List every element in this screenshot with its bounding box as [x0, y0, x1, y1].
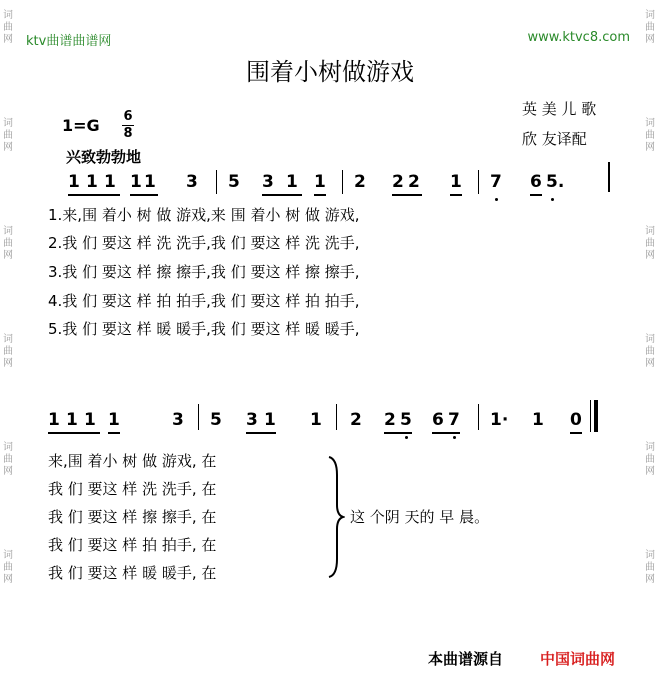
note: 1	[130, 172, 142, 192]
note: 7	[490, 172, 502, 192]
watermark-right-5: 词曲网	[645, 442, 655, 477]
note: 1	[86, 172, 98, 192]
row1-lyric-verse-5: 5.我 们 要这 样 暖 暖手,我 们 要这 样 暖 暖手,	[48, 320, 360, 338]
song-title: 围着小树做游戏	[246, 58, 414, 86]
note: 5	[400, 410, 412, 430]
note: 1	[264, 410, 276, 430]
header-left-site[interactable]: ktv曲谱曲谱网	[26, 34, 112, 49]
watermark-right-2: 词曲网	[645, 118, 655, 153]
row2-lyric-verse-2: 我 们 要这 样 洗 洗手, 在	[48, 480, 217, 498]
note: 1	[286, 172, 298, 192]
note: 1	[68, 172, 80, 192]
note: 0	[570, 410, 582, 430]
header-right-site[interactable]: www.ktvc8.com	[527, 30, 630, 45]
row2-lyric-verse-3: 我 们 要这 样 擦 擦手, 在	[48, 508, 217, 526]
note: 1	[310, 410, 322, 430]
note: 2	[384, 410, 396, 430]
row1-lyric-verse-3: 3.我 们 要这 样 擦 擦手,我 们 要这 样 擦 擦手,	[48, 263, 360, 281]
watermark-left-1: 词曲网	[3, 10, 13, 45]
note: 1	[108, 410, 120, 430]
watermark-right-1: 词曲网	[645, 10, 655, 45]
row1-lyric-verse-2: 2.我 们 要这 样 洗 洗手,我 们 要这 样 洗 洗手,	[48, 234, 360, 252]
footer-site-link[interactable]: 中国词曲网	[540, 650, 616, 668]
watermark-right-6: 词曲网	[645, 550, 655, 585]
watermark-left-3: 词曲网	[3, 226, 13, 261]
note: 2	[354, 172, 366, 192]
note: 1	[314, 172, 326, 192]
key-signature: 1=G	[62, 116, 100, 135]
credit-arranger: 欣 友译配	[522, 130, 587, 148]
note: 7	[448, 410, 460, 430]
note: 3	[172, 410, 184, 430]
watermark-left-4: 词曲网	[3, 334, 13, 369]
note: 1·	[490, 410, 509, 430]
row2-lyric-verse-5: 我 们 要这 样 暖 暖手, 在	[48, 564, 217, 582]
note: 3	[262, 172, 274, 192]
note: 6	[530, 172, 542, 192]
note: 2	[408, 172, 420, 192]
note: 1	[48, 410, 60, 430]
credit-origin: 英 美 儿 歌	[522, 100, 597, 118]
row2-lyric-verse-1: 来,围 着小 树 做 游戏, 在	[48, 452, 217, 470]
watermark-left-5: 词曲网	[3, 442, 13, 477]
time-numerator: 6	[123, 109, 133, 124]
note: 3	[186, 172, 198, 192]
row2-lyric-verse-4: 我 们 要这 样 拍 拍手, 在	[48, 536, 217, 554]
note: 5	[210, 410, 222, 430]
time-signature	[122, 110, 134, 141]
footer-source-label: 本曲谱源自	[428, 650, 504, 668]
watermark-left-2: 词曲网	[3, 118, 13, 153]
note: 1	[144, 172, 156, 192]
brace-icon	[325, 455, 345, 579]
watermark-right-3: 词曲网	[645, 226, 655, 261]
time-denominator: 8	[123, 126, 133, 141]
ending-lyric: 这 个阴 天的 早 晨。	[350, 508, 490, 526]
watermark-left-6: 词曲网	[3, 550, 13, 585]
note: 1	[84, 410, 96, 430]
note: 2	[350, 410, 362, 430]
note: 5.	[546, 172, 565, 192]
tempo-marking: 兴致勃勃地	[66, 148, 142, 166]
row1-lyric-verse-1: 1.来,围 着小 树 做 游戏,来 围 着小 树 做 游戏,	[48, 206, 360, 224]
note: 3	[246, 410, 258, 430]
note: 1	[532, 410, 544, 430]
note: 6	[432, 410, 444, 430]
row1-lyric-verse-4: 4.我 们 要这 样 拍 拍手,我 们 要这 样 拍 拍手,	[48, 292, 360, 310]
note: 2	[392, 172, 404, 192]
watermark-right-4: 词曲网	[645, 334, 655, 369]
note: 1	[104, 172, 116, 192]
note: 5	[228, 172, 240, 192]
note: 1	[450, 172, 462, 192]
note: 1	[66, 410, 78, 430]
